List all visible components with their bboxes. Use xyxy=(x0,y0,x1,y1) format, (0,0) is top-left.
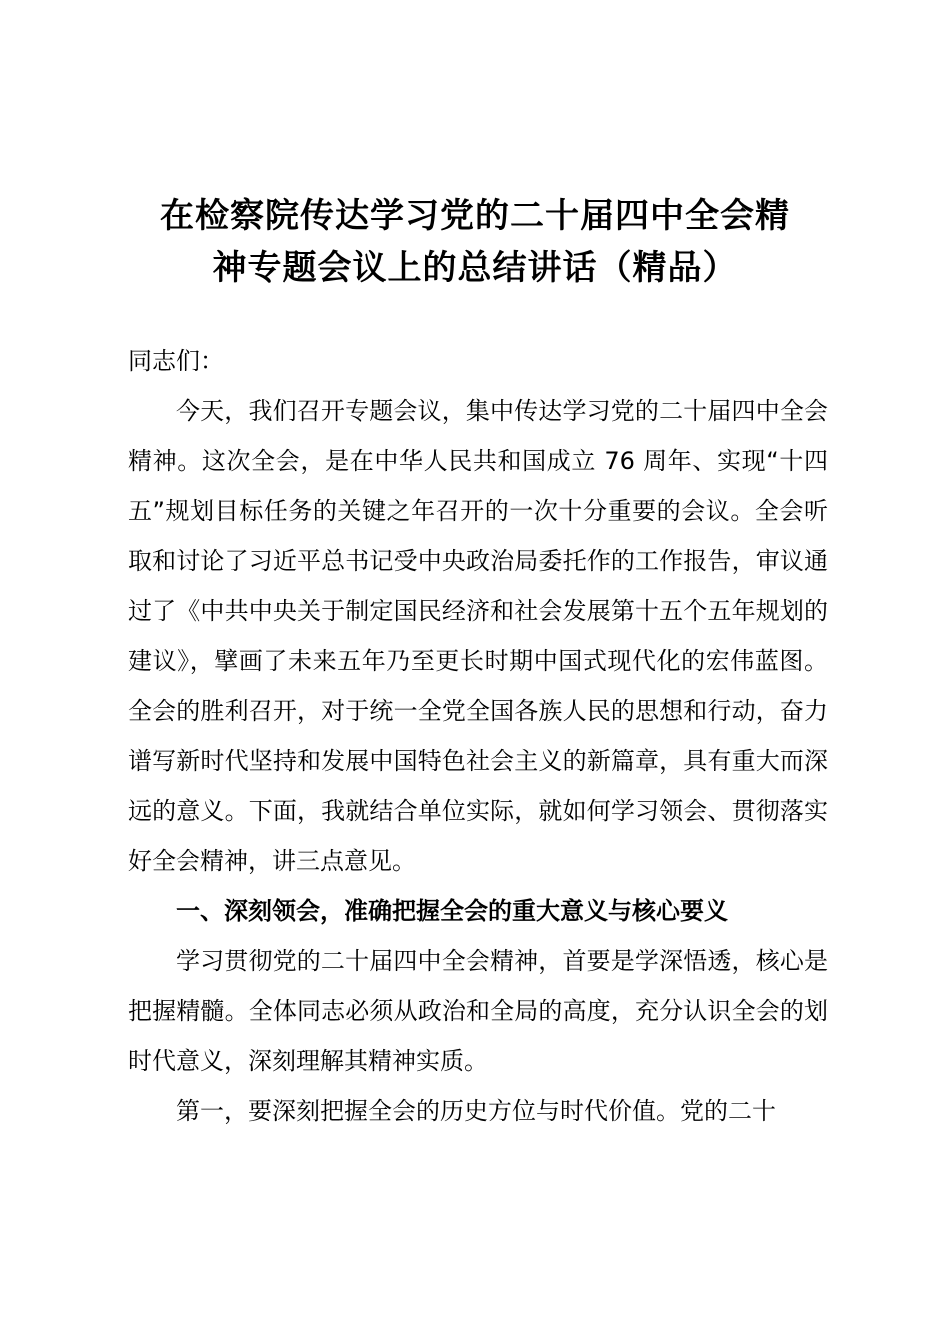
paragraph-intro: 今天，我们召开专题会议，集中传达学习党的二十届四中全会精神。这次全会，是在中华人民共和国成立 76 周年、实现“十四五”规划目标任务的关键之年召开的一次十分重要的会议。全会听取和讨论了习近平总书记受中央政治局委托作的工作报告，审议通过了《中共中央关于制定国民经济和社会发展第十五个五年规划的建议》，擘画了未来五年乃至更长时期中国式现代化的宏伟蓝图。全会的胜利召开，对于统一全党全国各族人民的思想和行动，奋力谱写新时代坚持和发展中国特色社会主义的新篇章，具有重大而深远的意义。下面，我就结合单位实际，就如何学习领会、贯彻落实好全会精神，讲三点意见。 xyxy=(128,397,828,875)
document-body xyxy=(128,336,828,1136)
section-heading-1: 一、深刻领会，准确把握全会的重大意义与核心要义 xyxy=(176,897,728,925)
title-line-2: 神专题会议上的总结讲话（精品） xyxy=(212,248,738,288)
salutation: 同志们： xyxy=(128,347,224,375)
paragraph-section1: 学习贯彻党的二十届四中全会精神，首要是学深悟透，核心是把握精髓。全体同志必须从政治和全局的高度，充分认识全会的划时代意义，深刻理解其精神实质。 xyxy=(128,947,828,1075)
document-title xyxy=(110,190,840,294)
paragraph-point1: 第一，要深刻把握全会的历史方位与时代价值。党的二十 xyxy=(176,1097,776,1125)
title-line-1: 在检察院传达学习党的二十届四中全会精 xyxy=(160,196,790,236)
